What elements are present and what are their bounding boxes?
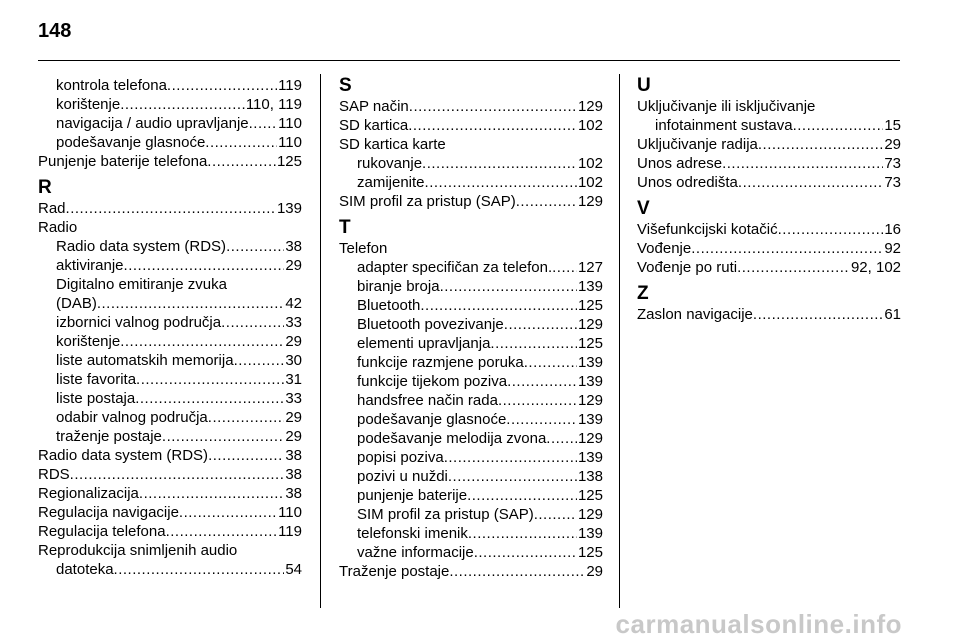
index-subentry [38, 427, 302, 446]
page-reference: 125 [577, 487, 603, 504]
index-subentry [339, 391, 603, 410]
index-heading: SD kartica karte [339, 136, 446, 153]
index-subentry [38, 76, 302, 95]
dot-leader [490, 334, 577, 353]
page-reference: 125 [577, 544, 603, 561]
dot-leader [114, 560, 285, 579]
page-reference: 29 [285, 333, 302, 350]
dot-leader [408, 116, 577, 135]
index-subentry [339, 277, 603, 296]
index-letter-heading: R [38, 177, 52, 198]
page-reference: 30 [285, 352, 302, 369]
index-entry [637, 220, 901, 239]
index-term: Višefunkcijski kotačić [637, 221, 778, 238]
index-entry [339, 562, 603, 581]
index-term: Radio data system (RDS) [56, 238, 227, 255]
index-subentry [38, 408, 302, 427]
page-reference: 29 [285, 409, 302, 426]
index-term: korištenje [56, 333, 121, 350]
index-term: popisi poziva [357, 449, 444, 466]
index-letter-heading: T [339, 217, 351, 238]
index-entry [38, 152, 302, 171]
index-subentry [339, 467, 603, 486]
dot-leader [425, 173, 577, 192]
index-term: važne informacije [357, 544, 474, 561]
dot-leader [249, 114, 277, 133]
page-reference: 139 [577, 373, 603, 390]
page-reference: 110 [278, 504, 302, 521]
page-reference: 73 [884, 174, 901, 191]
index-letter-heading: Z [637, 283, 649, 304]
index-heading: Radio [38, 219, 78, 236]
dot-leader [552, 258, 577, 277]
page-reference: 42 [285, 295, 302, 312]
dot-leader [70, 465, 285, 484]
index-term: Bluetooth povezivanje [357, 316, 504, 333]
dot-leader [449, 562, 585, 581]
index-term: rukovanje [357, 155, 423, 172]
index-term: Regulacija navigacije [38, 504, 179, 521]
page-reference: 54 [285, 561, 302, 578]
dot-leader [136, 370, 284, 389]
index-entry [339, 116, 603, 135]
index-term: funkcije tijekom poziva [357, 373, 508, 390]
index-term: navigacija / audio upravljanje [56, 115, 249, 132]
page-reference: 129 [577, 193, 603, 210]
dot-leader [758, 135, 883, 154]
dot-leader [722, 154, 883, 173]
index-term: Unos adrese [637, 155, 723, 172]
dot-leader [506, 410, 577, 429]
watermark: carmanualsonline.info [615, 609, 902, 639]
page-reference: 15 [884, 117, 901, 134]
page-reference: 119 [278, 77, 302, 94]
dot-leader [120, 332, 284, 351]
index-term: Uključivanje radija [637, 136, 758, 153]
page-reference: 73 [884, 155, 901, 172]
page-reference: 102 [577, 174, 603, 191]
index-subentry [38, 351, 302, 370]
index-term: funkcije razmjene poruka [357, 354, 524, 371]
page-reference: 110 [278, 115, 302, 132]
index-term: RDS [38, 466, 70, 483]
column-divider-1 [320, 74, 321, 608]
index-term: biranje broja [357, 278, 440, 295]
dot-leader [444, 448, 577, 467]
dot-leader [124, 256, 285, 275]
index-letter-heading: U [637, 75, 651, 96]
page-reference: 139 [577, 354, 603, 371]
dot-leader [448, 467, 577, 486]
dot-leader [793, 116, 884, 135]
index-term: punjenje baterije [357, 487, 468, 504]
page-reference: 138 [577, 468, 603, 485]
index-entry [637, 305, 901, 324]
index-heading: Telefon [339, 240, 388, 257]
dot-leader [221, 313, 284, 332]
page-reference: 92 [884, 240, 901, 257]
index-column-3 [637, 76, 901, 324]
page-reference: 33 [285, 390, 302, 407]
index-term: SAP način [339, 98, 409, 115]
page-reference: 110 [278, 134, 302, 151]
index-entry [637, 173, 901, 192]
dot-leader [66, 199, 276, 218]
index-term: Unos odredišta [637, 174, 738, 191]
page-reference: 38 [285, 238, 302, 255]
page-reference: 127 [577, 259, 603, 276]
page-reference: 61 [884, 306, 901, 323]
index-subentry [38, 389, 302, 408]
page-reference: 31 [285, 371, 302, 388]
page-reference: 125 [577, 297, 603, 314]
index-entry [38, 446, 302, 465]
dot-leader [208, 446, 284, 465]
index-term: liste automatskih memorija [56, 352, 234, 369]
index-subentry [38, 256, 302, 275]
index-entry [38, 522, 302, 541]
index-heading: Digitalno emitiranje zvuka [56, 276, 227, 293]
page-reference: 129 [577, 392, 603, 409]
index-subentry [339, 448, 603, 467]
header-rule [38, 60, 900, 61]
index-term: Zaslon navigacije [637, 306, 753, 323]
index-entry [38, 199, 302, 218]
index-subentry [339, 505, 603, 524]
index-term: Vođenje [637, 240, 692, 257]
index-term: Vođenje po ruti [637, 259, 738, 276]
index-subentry [637, 116, 901, 135]
index-subentry [339, 524, 603, 543]
dot-leader [135, 389, 284, 408]
index-subentry [339, 154, 603, 173]
dot-leader [167, 76, 277, 95]
dot-leader [507, 372, 577, 391]
index-term: zamijenite [357, 174, 425, 191]
index-subentry [38, 332, 302, 351]
dot-leader [420, 296, 577, 315]
dot-leader [409, 97, 577, 116]
index-subentry [38, 237, 302, 256]
dot-leader [226, 237, 284, 256]
dot-leader [207, 152, 276, 171]
dot-leader [179, 503, 277, 522]
page-reference: 29 [884, 136, 901, 153]
index-subentry [339, 410, 603, 429]
page-number: 148 [38, 20, 72, 42]
index-term: SIM profil za pristup (SAP) [357, 506, 534, 523]
dot-leader [691, 239, 883, 258]
dot-leader [534, 505, 577, 524]
index-term: SIM profil za pristup (SAP) [339, 193, 516, 210]
page-reference: 16 [884, 221, 901, 238]
index-term: traženje postaje [56, 428, 162, 445]
dot-leader [205, 133, 277, 152]
dot-leader [524, 353, 577, 372]
index-entry [637, 258, 901, 277]
index-term: handsfree način rada [357, 392, 498, 409]
page-reference: 29 [586, 563, 603, 580]
index-column-1 [38, 76, 302, 579]
index-heading: Reprodukcija snimljenih audio [38, 542, 238, 559]
index-subentry [339, 258, 603, 277]
page-reference: 139 [276, 200, 302, 217]
page-reference: 139 [577, 525, 603, 542]
index-term: pozivi u nuždi [357, 468, 448, 485]
dot-leader [97, 294, 284, 313]
dot-leader [737, 258, 850, 277]
dot-leader [546, 429, 577, 448]
index-subentry [339, 334, 603, 353]
page-reference: 33 [285, 314, 302, 331]
page-reference: 129 [577, 98, 603, 115]
page-reference: 38 [285, 485, 302, 502]
dot-leader [504, 315, 577, 334]
dot-leader [516, 192, 577, 211]
dot-leader [208, 408, 285, 427]
dot-leader [738, 173, 883, 192]
index-term: Punjenje baterije telefona [38, 153, 208, 170]
index-term: odabir valnog područja [56, 409, 208, 426]
page-reference: 38 [285, 447, 302, 464]
dot-leader [467, 486, 577, 505]
index-letter-heading: S [339, 75, 352, 96]
page-reference: 38 [285, 466, 302, 483]
dot-leader [468, 524, 577, 543]
index-subentry [38, 560, 302, 579]
column-divider-2 [619, 74, 620, 608]
index-entry [339, 192, 603, 211]
page-reference: 102 [577, 117, 603, 134]
index-term: liste favorita [56, 371, 137, 388]
index-term: liste postaja [56, 390, 136, 407]
index-term: SD kartica [339, 117, 409, 134]
index-term: korištenje [56, 96, 121, 113]
index-subentry [38, 114, 302, 133]
page-reference: 129 [577, 506, 603, 523]
page-reference: 29 [285, 257, 302, 274]
dot-leader [474, 543, 577, 562]
page-reference: 125 [276, 153, 302, 170]
index-term: izbornici valnog područja [56, 314, 222, 331]
index-term: infotainment sustava [655, 117, 793, 134]
page-reference: 129 [577, 316, 603, 333]
index-term: Radio data system (RDS) [38, 447, 209, 464]
dot-leader [139, 484, 284, 503]
dot-leader [498, 391, 577, 410]
index-subentry [339, 429, 603, 448]
page-reference: 139 [577, 449, 603, 466]
page-reference: 139 [577, 411, 603, 428]
index-term: datoteka [56, 561, 114, 578]
page-reference: 102 [577, 155, 603, 172]
dot-leader [234, 351, 285, 370]
index-subentry [339, 486, 603, 505]
index-subentry [38, 133, 302, 152]
index-term: podešavanje melodija zvona [357, 430, 547, 447]
index-column-2 [339, 76, 603, 581]
dot-leader [162, 427, 284, 446]
page-reference: 29 [285, 428, 302, 445]
page-reference: 92, 102 [850, 259, 901, 276]
index-entry [339, 97, 603, 116]
index-subentry [38, 294, 302, 313]
index-subentry [339, 296, 603, 315]
dot-leader [753, 305, 883, 324]
index-term: Traženje postaje [339, 563, 450, 580]
index-term: podešavanje glasnoće [56, 134, 206, 151]
page-reference: 119 [278, 523, 302, 540]
index-term: elementi upravljanja [357, 335, 491, 352]
index-term: aktiviranje [56, 257, 124, 274]
index-term: (DAB) [56, 295, 97, 312]
index-entry [38, 484, 302, 503]
index-entry [38, 465, 302, 484]
index-term: Bluetooth [357, 297, 421, 314]
index-subentry [339, 173, 603, 192]
index-subentry [339, 353, 603, 372]
index-entry [637, 154, 901, 173]
dot-leader [422, 154, 577, 173]
index-term: kontrola telefona [56, 77, 167, 94]
index-entry [38, 503, 302, 522]
index-term: podešavanje glasnoće [357, 411, 507, 428]
index-subentry [339, 315, 603, 334]
dot-leader [120, 95, 245, 114]
index-term: Regulacija telefona [38, 523, 166, 540]
index-term: Regionalizacija [38, 485, 139, 502]
index-subentry [339, 543, 603, 562]
index-subentry [38, 370, 302, 389]
page-reference: 139 [577, 278, 603, 295]
index-subentry [339, 372, 603, 391]
page-reference: 125 [577, 335, 603, 352]
index-term: Rad [38, 200, 66, 217]
index-term: adapter specifičan za telefon. [357, 259, 553, 276]
index-subentry [38, 313, 302, 332]
page-reference: 110, 119 [245, 96, 302, 113]
dot-leader [440, 277, 577, 296]
index-subentry [38, 95, 302, 114]
page-reference: 129 [577, 430, 603, 447]
index-heading: Uključivanje ili isključivanje [637, 98, 816, 115]
index-letter-heading: V [637, 198, 650, 219]
index-term: telefonski imenik [357, 525, 468, 542]
dot-leader [166, 522, 277, 541]
dot-leader [778, 220, 884, 239]
index-entry [637, 239, 901, 258]
index-entry [637, 135, 901, 154]
